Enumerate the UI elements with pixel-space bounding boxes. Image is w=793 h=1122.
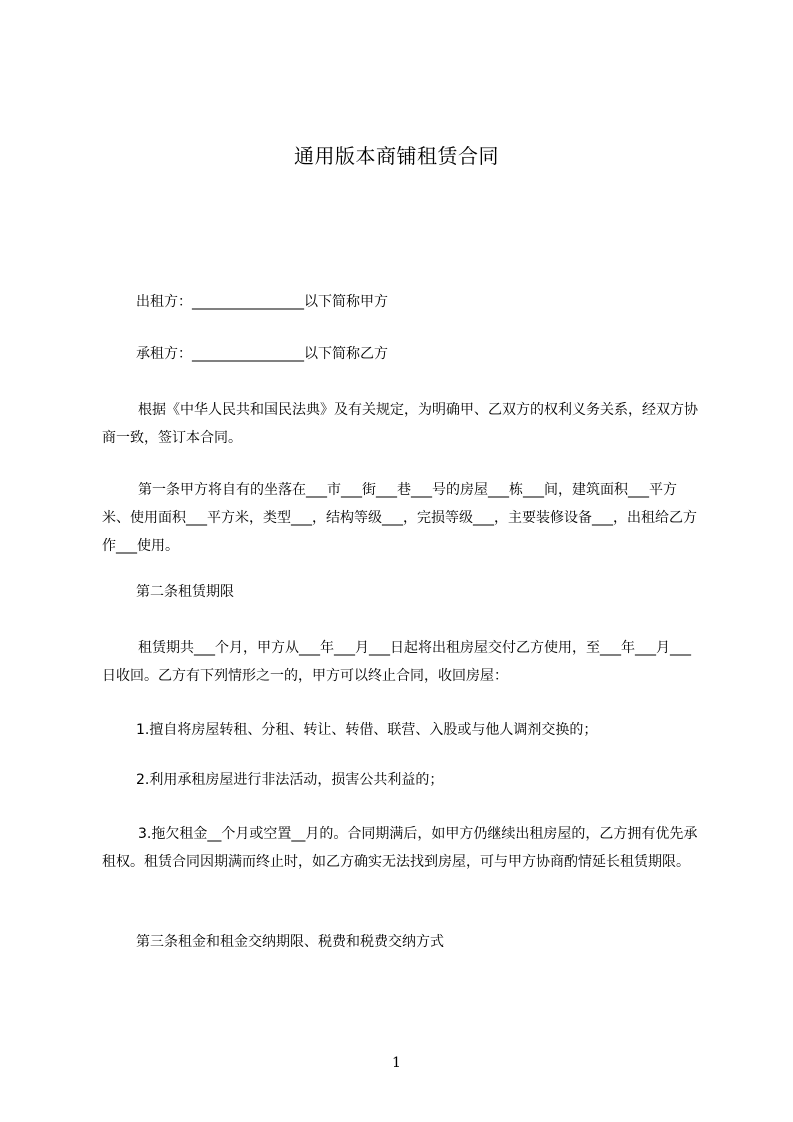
document-title: 通用版本商铺租赁合同: [294, 144, 499, 168]
preamble-paragraph: 根据《中华人民共和国民法典》及有关规定，为明确甲、乙双方的权利义务关系，经双方协商一致，签订本合同。: [102, 402, 698, 446]
list-item-1: 1.擅自将房屋转租、分租、转让、转借、联营、入股或与他人调剂交换的；: [136, 722, 598, 738]
list-item-3: 3.拖欠租金__个月或空置__月的。合同期满后，如甲方仍继续出租房屋的，乙方拥有优先承租权。租赁合同因期满而终止时，如乙方确实无法找到房屋，可与甲方协商酌情延长租赁期限。: [102, 826, 698, 870]
list-item-2: 2.利用承租房屋进行非法活动，损害公共利益的；: [136, 772, 444, 788]
lessee-line: 承租方：________________以下简称乙方: [136, 346, 388, 362]
article1-paragraph: 第一条甲方将自有的坐落在___市___街___巷___号的房屋___栋___间，建筑面积___平方米、使用面积___平方米，类型___，结构等级___，完损等级___，主要装修设备___，出租给乙方作___使用。: [102, 482, 697, 554]
article2-heading: 第二条租赁期限: [136, 584, 234, 600]
article3-heading: 第三条租金和租金交纳期限、税费和税费交纳方式: [136, 934, 444, 950]
page-number: 1: [392, 1055, 401, 1071]
lessor-line: 出租方：________________以下简称甲方: [136, 294, 388, 310]
article2-paragraph: 租赁期共___个月，甲方从___年___月___日起将出租房屋交付乙方使用，至___年___月___日收回。乙方有下列情形之一的，甲方可以终止合同，收回房屋：: [102, 640, 691, 684]
